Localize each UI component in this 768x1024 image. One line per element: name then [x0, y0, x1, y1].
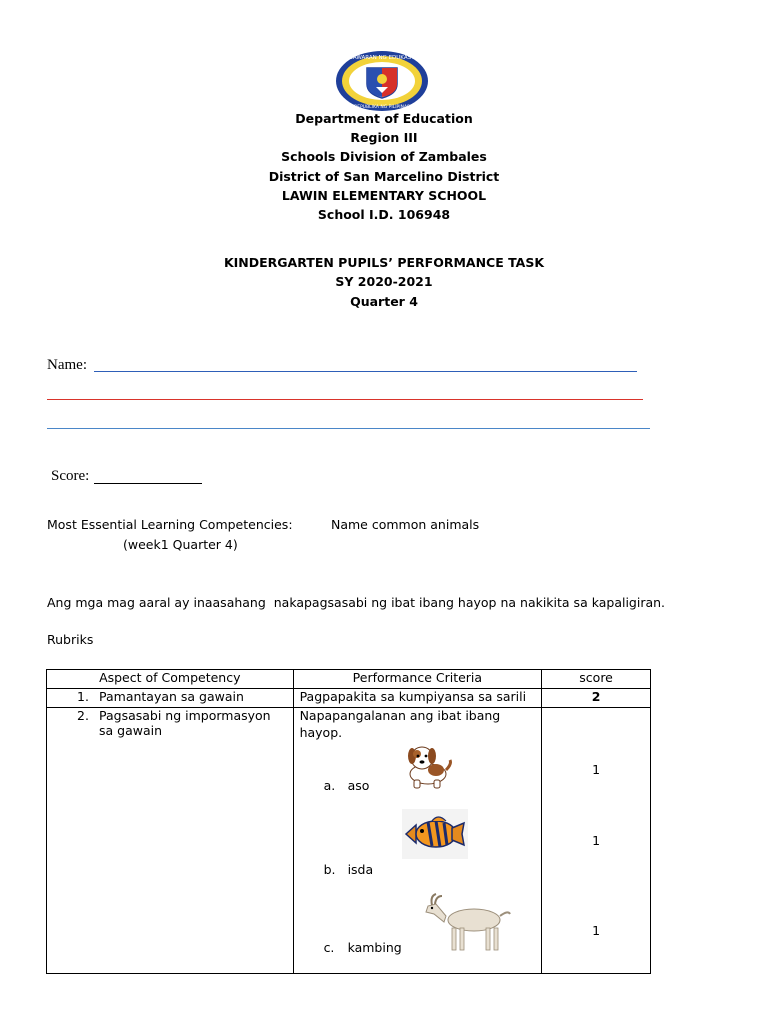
- dog-icon: [398, 742, 454, 793]
- item-isda: b. isda: [323, 862, 374, 877]
- score-kambing: 1: [592, 923, 601, 938]
- row2-aspect: [47, 708, 294, 974]
- task-quarter: Quarter 4: [350, 294, 418, 309]
- name-line-blue[interactable]: [47, 428, 650, 429]
- score-label: Score:: [51, 468, 90, 484]
- row2-aspect-line1: Pagsasabi ng impormasyon: [99, 708, 271, 723]
- item-kambing: c. kambing: [323, 940, 402, 955]
- table-header-row: [47, 670, 651, 689]
- svg-text:REPUBLIKA NG PILIPINAS: REPUBLIKA NG PILIPINAS: [354, 105, 410, 110]
- melc-week: (week1 Quarter 4): [123, 537, 238, 552]
- fish-icon: [402, 809, 468, 862]
- row2-criteria-line2: hayop.: [299, 725, 343, 740]
- row1-number: 1.: [77, 689, 89, 704]
- header-line-district: District of San Marcelino District: [268, 169, 500, 184]
- score-aso: 1: [592, 762, 601, 777]
- name-line-red[interactable]: [47, 399, 643, 400]
- header-score: score: [542, 670, 651, 689]
- score-line[interactable]: [94, 483, 202, 484]
- rubric-table: [46, 669, 651, 974]
- melc-value: Name common animals: [331, 517, 480, 532]
- table-row: [47, 689, 651, 708]
- row2-criteria-line1: Napapangalanan ang ibat ibang: [299, 708, 501, 723]
- header-line-school: LAWIN ELEMENTARY SCHOOL: [281, 188, 487, 203]
- header-aspect: Aspect of Competency: [47, 670, 294, 689]
- row2-scores: [542, 708, 651, 974]
- header-line-department: Department of Education: [295, 111, 473, 126]
- row1-criteria: Pagpapakita sa kumpiyansa sa sarili: [293, 689, 542, 708]
- deped-seal: [334, 50, 430, 112]
- rubriks-label: Rubriks: [47, 632, 94, 647]
- score-isda: 1: [592, 833, 601, 848]
- svg-text:KAGAWARAN NG EDUKASYON: KAGAWARAN NG EDUKASYON: [341, 55, 423, 61]
- task-title: KINDERGARTEN PUPILS’ PERFORMANCE TASK: [223, 255, 545, 270]
- row1-score: 2: [542, 689, 651, 708]
- row2-aspect-line2: sa gawain: [99, 723, 163, 738]
- name-label: Name:: [47, 357, 87, 373]
- melc-label: Most Essential Learning Competencies:: [47, 517, 293, 532]
- objective-text: Ang mga mag aaral ay inaasahang nakapagsasabi ng ibat ibang hayop na nakikita sa kapaligiran.: [47, 595, 666, 610]
- row1-aspect: [47, 689, 294, 708]
- item-aso: a. aso: [323, 778, 370, 793]
- goat-icon: [422, 892, 514, 957]
- header-line-school-id: School I.D. 106948: [317, 207, 451, 222]
- header-line-division: Schools Division of Zambales: [281, 149, 487, 164]
- row1-aspect-text: Pamantayan sa gawain: [99, 689, 244, 704]
- row2-number: 2.: [77, 708, 89, 723]
- name-line[interactable]: [94, 371, 637, 372]
- header-line-region: Region III: [350, 130, 418, 145]
- table-row: [47, 708, 651, 974]
- row2-criteria: [293, 708, 542, 974]
- header-criteria: Performance Criteria: [293, 670, 542, 689]
- task-sy: SY 2020-2021: [335, 274, 433, 289]
